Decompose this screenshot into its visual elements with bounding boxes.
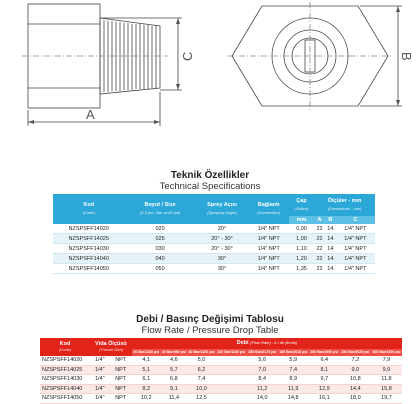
flow-col-pressure: 250 Bar/3625 psi [341, 350, 370, 355]
cell-flow: 14,4 [340, 384, 371, 394]
cell-flow: 5,0 [187, 356, 216, 365]
cell-dim-b: 14 [325, 254, 336, 264]
cell-connection: 1/4" NPT [248, 234, 289, 244]
cell-angle: 30° [196, 264, 249, 274]
cell-angle: 30° [196, 254, 249, 264]
cell-dim-c: 1/4" NPT [336, 234, 375, 244]
cell-flow: 12,5 [187, 394, 216, 404]
flow-col-rate: Debi (Flow Rate) - lt / dk (lt/min) [132, 338, 402, 349]
flow-col-pressure: 200 Bar/2900 psi [310, 350, 339, 355]
cell-flow: 14,8 [278, 394, 309, 404]
technical-drawing [0, 0, 420, 140]
flow-title-en: Flow Rate / Pressure Drop Table [141, 325, 279, 336]
table-row [53, 224, 375, 234]
cell-flow: 11,4 [161, 394, 188, 404]
specs-col-connection: Bağlantı (Connection) [248, 194, 289, 224]
specs-table [53, 194, 375, 274]
cell-code: NZSPSFF14020 [53, 224, 124, 234]
cell-dim-a: 22 [314, 234, 325, 244]
cell-flow: 8,4 [247, 375, 278, 385]
cell-flow: 8,2 [132, 384, 161, 394]
cell-flow: 10,0 [187, 384, 216, 394]
cell-size: 040 [124, 254, 195, 264]
cell-orifice: 0,90 [289, 224, 314, 234]
specs-col-dim-c: C [336, 216, 375, 224]
flow-table [40, 338, 402, 404]
cell-flow: 4,6 [161, 356, 188, 365]
cell-flow: 7,2 [340, 356, 371, 365]
cell-flow-empty [216, 375, 247, 385]
cell-thread: 1/4" [90, 394, 110, 404]
cell-dim-c: 1/4" NPT [336, 254, 375, 264]
cell-flow: 10,2 [132, 394, 161, 404]
cell-thread-type: NPT [110, 356, 132, 365]
cell-flow: 7,9 [371, 356, 402, 365]
cell-thread-type: NPT [110, 375, 132, 385]
cell-angle: 20° [196, 224, 249, 234]
cell-flow-empty [216, 365, 247, 375]
flow-col-pressure: 150 Bar/2175 psi [248, 350, 277, 355]
table-row [53, 254, 375, 264]
cell-thread: 1/4" [90, 356, 110, 365]
specs-col-orifice: Çap (Orifice) [289, 194, 314, 216]
table-row [53, 264, 375, 274]
specs-col-dim-b: B [325, 216, 336, 224]
specs-col-code: Kod (Code) [53, 194, 124, 224]
cell-thread: 1/4" [90, 375, 110, 385]
cell-flow: 4,1 [132, 356, 161, 365]
specs-title-tr: Teknik Özellikler [170, 170, 250, 181]
cell-flow: 15,8 [371, 384, 402, 394]
cell-dim-a: 22 [314, 244, 325, 254]
cell-code: NZSPSFF14040 [53, 254, 124, 264]
specs-col-dimensions: Ölçüler - mm (Dimensions - mm) [314, 194, 375, 216]
cell-flow: 5,6 [247, 356, 278, 365]
specs-col-dim-a: A [314, 216, 325, 224]
cell-flow: 19,7 [371, 394, 402, 404]
flow-col-pressure: 120 Bar/1160 psi [217, 350, 246, 355]
cell-dim-c: 1/4" NPT [336, 224, 375, 234]
cell-connection: 1/4" NPT [248, 254, 289, 264]
cell-thread: 1/4" [90, 365, 110, 375]
table-row [40, 365, 402, 375]
cell-thread-type: NPT [110, 384, 132, 394]
cell-dim-b: 14 [325, 244, 336, 254]
cell-dim-c: 1/4" NPT [336, 244, 375, 254]
cell-flow: 12,9 [309, 384, 340, 394]
table-row [40, 375, 402, 385]
cell-flow: 6,1 [132, 375, 161, 385]
cell-flow: 7,4 [278, 365, 309, 375]
specs-col-orifice-unit: mm [289, 216, 314, 224]
cell-connection: 1/4" NPT [248, 224, 289, 234]
specs-col-size: Boyut / Size (0.5 psi / Bar at 40 psi) [124, 194, 195, 224]
specs-heading [0, 170, 420, 192]
cell-dim-b: 14 [325, 264, 336, 274]
cell-dim-a: 22 [314, 254, 325, 264]
cell-flow: 7,4 [187, 375, 216, 385]
cell-flow-empty [216, 384, 247, 394]
cell-flow: 6,8 [161, 375, 188, 385]
flow-col-pressure: 40 Bar/580 psi [161, 350, 186, 355]
cell-flow: 5,7 [161, 365, 188, 375]
dimension-c-label: C [180, 51, 195, 61]
cell-flow: 5,1 [132, 365, 161, 375]
cell-size: 025 [124, 234, 195, 244]
cell-size: 020 [124, 224, 195, 234]
flow-col-pressure: 20 Bar/1160 psi [133, 350, 160, 355]
cell-size: 030 [124, 244, 195, 254]
cell-code: NZSPSFF14040 [40, 384, 90, 394]
cell-dim-a: 22 [314, 224, 325, 234]
cell-flow: 7,0 [247, 365, 278, 375]
cell-orifice: 1,35 [289, 264, 314, 274]
table-row [40, 394, 402, 404]
cell-flow: 9,1 [161, 384, 188, 394]
cell-code: NZSPSFF14050 [40, 394, 90, 404]
cell-orifice: 1,00 [289, 234, 314, 244]
cell-dim-b: 14 [325, 234, 336, 244]
cell-orifice: 1,20 [289, 254, 314, 264]
cell-flow-empty [216, 356, 247, 365]
cell-dim-c: 1/4" NPT [336, 264, 375, 274]
cell-code: NZSPSFF14020 [40, 356, 90, 365]
cell-flow: 8,1 [309, 365, 340, 375]
cell-flow: 16,1 [309, 394, 340, 404]
cell-code: NZSPSFF14025 [40, 365, 90, 375]
cell-flow: 11,9 [278, 384, 309, 394]
cell-dim-a: 22 [314, 264, 325, 274]
cell-connection: 1/4" NPT [248, 244, 289, 254]
cell-dim-b: 14 [325, 224, 336, 234]
cell-thread: 1/4" [90, 384, 110, 394]
cell-angle: 20° - 30° [196, 244, 249, 254]
table-row [40, 384, 402, 394]
flow-col-pressure: 180 Bar/2610 psi [279, 350, 308, 355]
cell-flow: 5,9 [278, 356, 309, 365]
dimension-a-label: A [86, 107, 95, 122]
specs-col-angle: Sprey Açısı (Spraying Angle) [196, 194, 249, 224]
flow-col-thread: Vida Ölçüsü (Thread Size) [90, 338, 132, 356]
cell-flow: 11,8 [371, 375, 402, 385]
cell-flow-empty [216, 394, 247, 404]
cell-orifice: 1,10 [289, 244, 314, 254]
cell-flow: 11,2 [247, 384, 278, 394]
table-row [40, 356, 402, 365]
cell-flow: 9,9 [371, 365, 402, 375]
flow-col-pressure: 80 Bar/1160 psi [188, 350, 215, 355]
cell-flow: 6,4 [309, 356, 340, 365]
cell-size: 050 [124, 264, 195, 274]
cell-thread-type: NPT [110, 365, 132, 375]
flow-col-pressure: 300 Bar/4350 psi [372, 350, 401, 355]
specs-title-en: Technical Specifications [159, 181, 261, 192]
table-row [53, 234, 375, 244]
table-row [53, 244, 375, 254]
flow-col-code: Kod (Code) [40, 338, 90, 356]
cell-thread-type: NPT [110, 394, 132, 404]
cell-flow: 6,2 [187, 365, 216, 375]
cell-code: NZSPSFF14030 [40, 375, 90, 385]
cell-flow: 9,7 [309, 375, 340, 385]
cell-code: NZSPSFF14030 [53, 244, 124, 254]
cell-flow: 8,9 [278, 375, 309, 385]
cell-flow: 10,8 [340, 375, 371, 385]
flow-heading [0, 314, 420, 336]
dimension-b-label: B [399, 52, 414, 61]
cell-angle: 20° - 30° [196, 234, 249, 244]
flow-title-tr: Debi / Basınç Değişimi Tablosu [136, 314, 284, 325]
cell-flow: 14,0 [247, 394, 278, 404]
cell-flow: 18,0 [340, 394, 371, 404]
cell-code: NZSPSFF14025 [53, 234, 124, 244]
cell-flow: 9,0 [340, 365, 371, 375]
cell-connection: 1/4" NPT [248, 264, 289, 274]
cell-code: NZSPSFF14050 [53, 264, 124, 274]
